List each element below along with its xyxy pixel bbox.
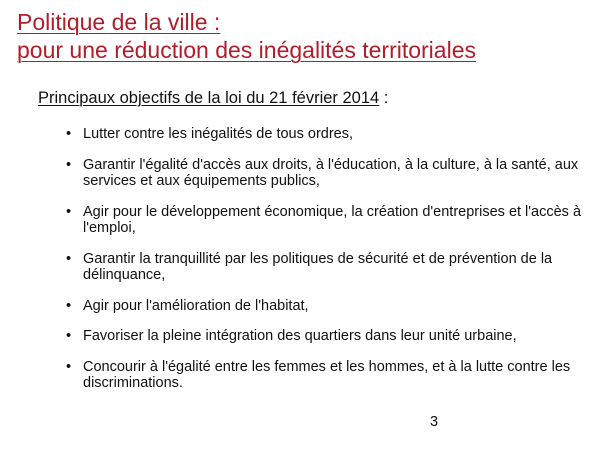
objective-text: Agir pour le développement économique, la création d'entreprises et l'accès à l'emploi,: [83, 203, 582, 236]
slide-title: [17, 8, 587, 64]
slide-subtitle: [38, 88, 388, 108]
bullet-icon: •: [66, 126, 72, 142]
bullet-icon: •: [66, 328, 72, 344]
title-line-1: Politique de la ville :: [17, 9, 221, 35]
objective-text: Favoriser la pleine intégration des quartiers dans leur unité urbaine,: [83, 328, 517, 344]
objective-item: [66, 359, 590, 392]
objective-text: Concourir à l'égalité entre les femmes et les hommes, et à la lutte contre les discriminations.: [83, 358, 571, 391]
bullet-icon: •: [66, 358, 72, 375]
title-line-2: pour une réduction des inégalités territoriales: [17, 37, 476, 63]
subtitle-suffix: :: [379, 89, 389, 107]
objective-item: [66, 126, 590, 143]
objective-item: [66, 157, 590, 190]
objective-text: Lutter contre les inégalités de tous ordres,: [83, 126, 354, 142]
bullet-icon: •: [66, 250, 72, 267]
objective-item: [66, 251, 590, 284]
objective-item: [66, 298, 590, 315]
objective-text: Garantir la tranquillité par les politiques de sécurité et de prévention de la délinquance,: [83, 250, 553, 283]
objective-text: Agir pour l'amélioration de l'habitat,: [83, 297, 309, 314]
bullet-icon: •: [66, 203, 72, 220]
page-number: 3: [430, 414, 439, 430]
bullet-icon: •: [66, 156, 72, 173]
objective-item: [66, 328, 590, 345]
objectives-list: [66, 126, 590, 406]
bullet-icon: •: [66, 297, 72, 314]
objective-text: Garantir l'égalité d'accès aux droits, à l'éducation, à la culture, à la santé, aux services et aux équipements publics,: [83, 156, 579, 189]
subtitle-text: Principaux objectifs de la loi du 21 février 2014: [38, 89, 380, 107]
objective-item: [66, 204, 590, 237]
